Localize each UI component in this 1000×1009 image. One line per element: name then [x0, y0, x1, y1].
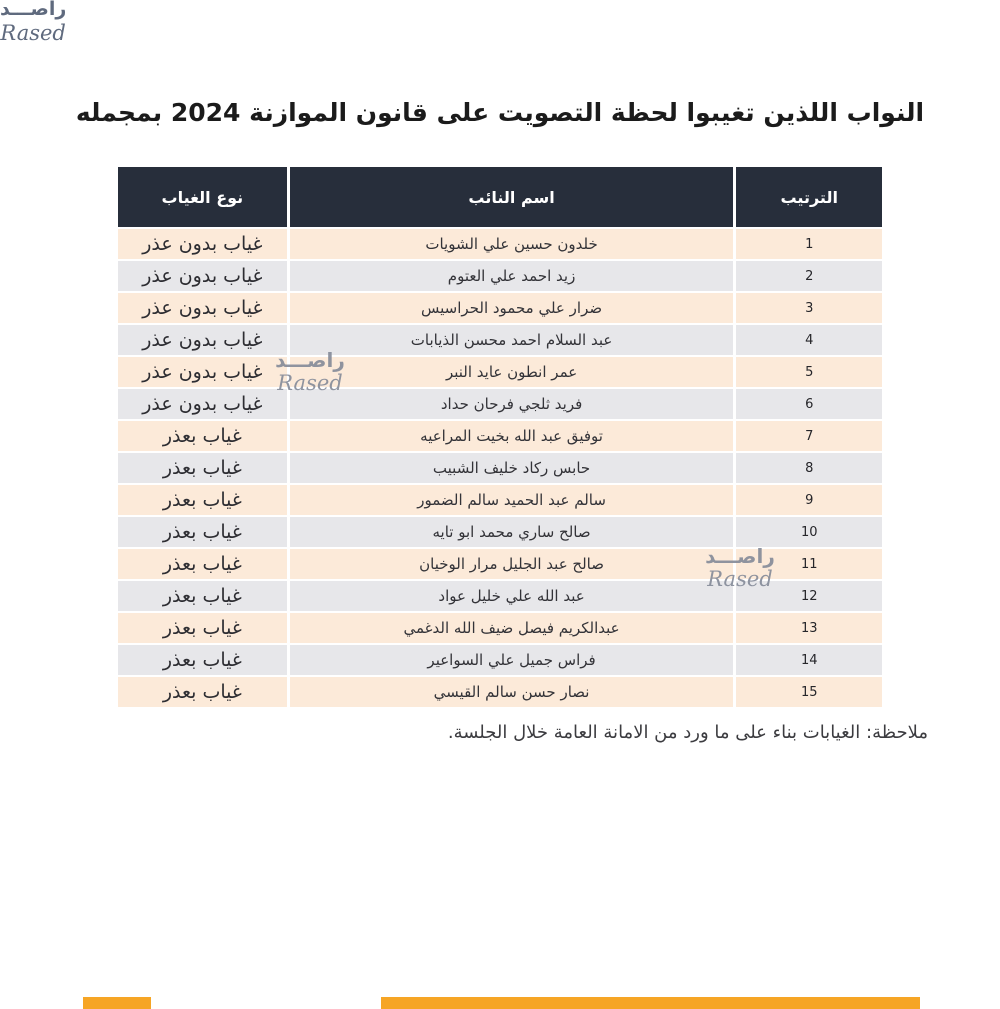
page-title: النواب اللذين تغيبوا لحظة التصويت على قانون الموازنة 2024 بمجمله — [75, 98, 925, 127]
name-cell: نصار حسن سالم القيسي — [290, 677, 734, 707]
absence-type-cell: غياب بدون عذر — [118, 229, 287, 259]
rank-cell: 9 — [736, 485, 882, 515]
absence-type-cell: غياب بعذر — [118, 517, 287, 547]
name-cell: عبدالكريم فيصل ضيف الله الدغمي — [290, 613, 734, 643]
absence-type-cell: غياب بدون عذر — [118, 261, 287, 291]
table-row — [118, 549, 882, 579]
rank-cell: 13 — [736, 613, 882, 643]
absence-type-cell: غياب بعذر — [118, 645, 287, 675]
name-cell: عبد الله علي خليل عواد — [290, 581, 734, 611]
rank-cell: 2 — [736, 261, 882, 291]
header-cell-absence-type: نوع الغياب — [118, 167, 287, 227]
table-row — [118, 421, 882, 451]
rank-cell: 14 — [736, 645, 882, 675]
table-row — [118, 677, 882, 707]
absence-type-cell: غياب بعذر — [118, 485, 287, 515]
header-cell-rank: الترتيب — [736, 167, 882, 227]
absence-type-cell: غياب بدون عذر — [118, 357, 287, 387]
name-cell: سالم عبد الحميد سالم الضمور — [290, 485, 734, 515]
name-cell: حابس ركاد خليف الشبيب — [290, 453, 734, 483]
rank-cell: 12 — [736, 581, 882, 611]
rank-cell: 1 — [736, 229, 882, 259]
logo-latin-text: Rased — [0, 20, 66, 45]
name-cell: توفيق عبد الله بخيت المراعيه — [290, 421, 734, 451]
name-cell: زيد احمد علي العتوم — [290, 261, 734, 291]
rank-cell: 5 — [736, 357, 882, 387]
table-row — [118, 453, 882, 483]
absence-table — [115, 165, 885, 709]
table-row — [118, 293, 882, 323]
rank-cell: 8 — [736, 453, 882, 483]
absence-type-cell: غياب بدون عذر — [118, 325, 287, 355]
absence-type-cell: غياب بعذر — [118, 453, 287, 483]
name-cell: عمر انطون عايد النبر — [290, 357, 734, 387]
table-row — [118, 261, 882, 291]
name-cell: فراس جميل علي السواعير — [290, 645, 734, 675]
table-row — [118, 581, 882, 611]
footer-bar-large — [381, 997, 920, 1009]
logo-arabic-text: راصـــد — [0, 0, 67, 20]
absence-type-cell: غياب بعذر — [118, 613, 287, 643]
brand-logo — [0, 0, 66, 44]
note-text: ملاحظة: الغيابات بناء على ما ورد من الامانة العامة خلال الجلسة. — [447, 722, 928, 743]
watermark-latin-text: Rased — [277, 371, 343, 395]
name-cell: عبد السلام احمد محسن الذيابات — [290, 325, 734, 355]
absence-type-cell: غياب بدون عذر — [118, 389, 287, 419]
rank-cell: 3 — [736, 293, 882, 323]
rank-cell: 15 — [736, 677, 882, 707]
footer-bar-small — [83, 997, 151, 1009]
table-row — [118, 389, 882, 419]
name-cell: صالح عبد الجليل مرار الوخيان — [290, 549, 734, 579]
table-row — [118, 357, 882, 387]
rank-cell: 11 — [736, 549, 882, 579]
name-cell: فريد ثلجي فرحان حداد — [290, 389, 734, 419]
rank-cell: 4 — [736, 325, 882, 355]
table-row — [118, 229, 882, 259]
rank-cell: 6 — [736, 389, 882, 419]
name-cell: ضرار علي محمود الحراسيس — [290, 293, 734, 323]
table-header-row — [118, 167, 882, 227]
absence-type-cell: غياب بعذر — [118, 549, 287, 579]
table-body — [118, 229, 882, 707]
name-cell: خلدون حسين علي الشويات — [290, 229, 734, 259]
table-row — [118, 645, 882, 675]
table-row — [118, 485, 882, 515]
watermark-arabic-text: راصـــد — [275, 348, 345, 372]
table-row — [118, 613, 882, 643]
rank-cell: 7 — [736, 421, 882, 451]
watermark-latin-text: Rased — [707, 567, 773, 591]
table-row — [118, 517, 882, 547]
absence-type-cell: غياب بدون عذر — [118, 293, 287, 323]
absence-type-cell: غياب بعذر — [118, 677, 287, 707]
rank-cell: 10 — [736, 517, 882, 547]
header-cell-name: اسم النائب — [290, 167, 734, 227]
watermark-arabic-text: راصـــد — [705, 544, 775, 568]
name-cell: صالح ساري محمد ابو تايه — [290, 517, 734, 547]
absence-type-cell: غياب بعذر — [118, 421, 287, 451]
absence-type-cell: غياب بعذر — [118, 581, 287, 611]
table-row — [118, 325, 882, 355]
